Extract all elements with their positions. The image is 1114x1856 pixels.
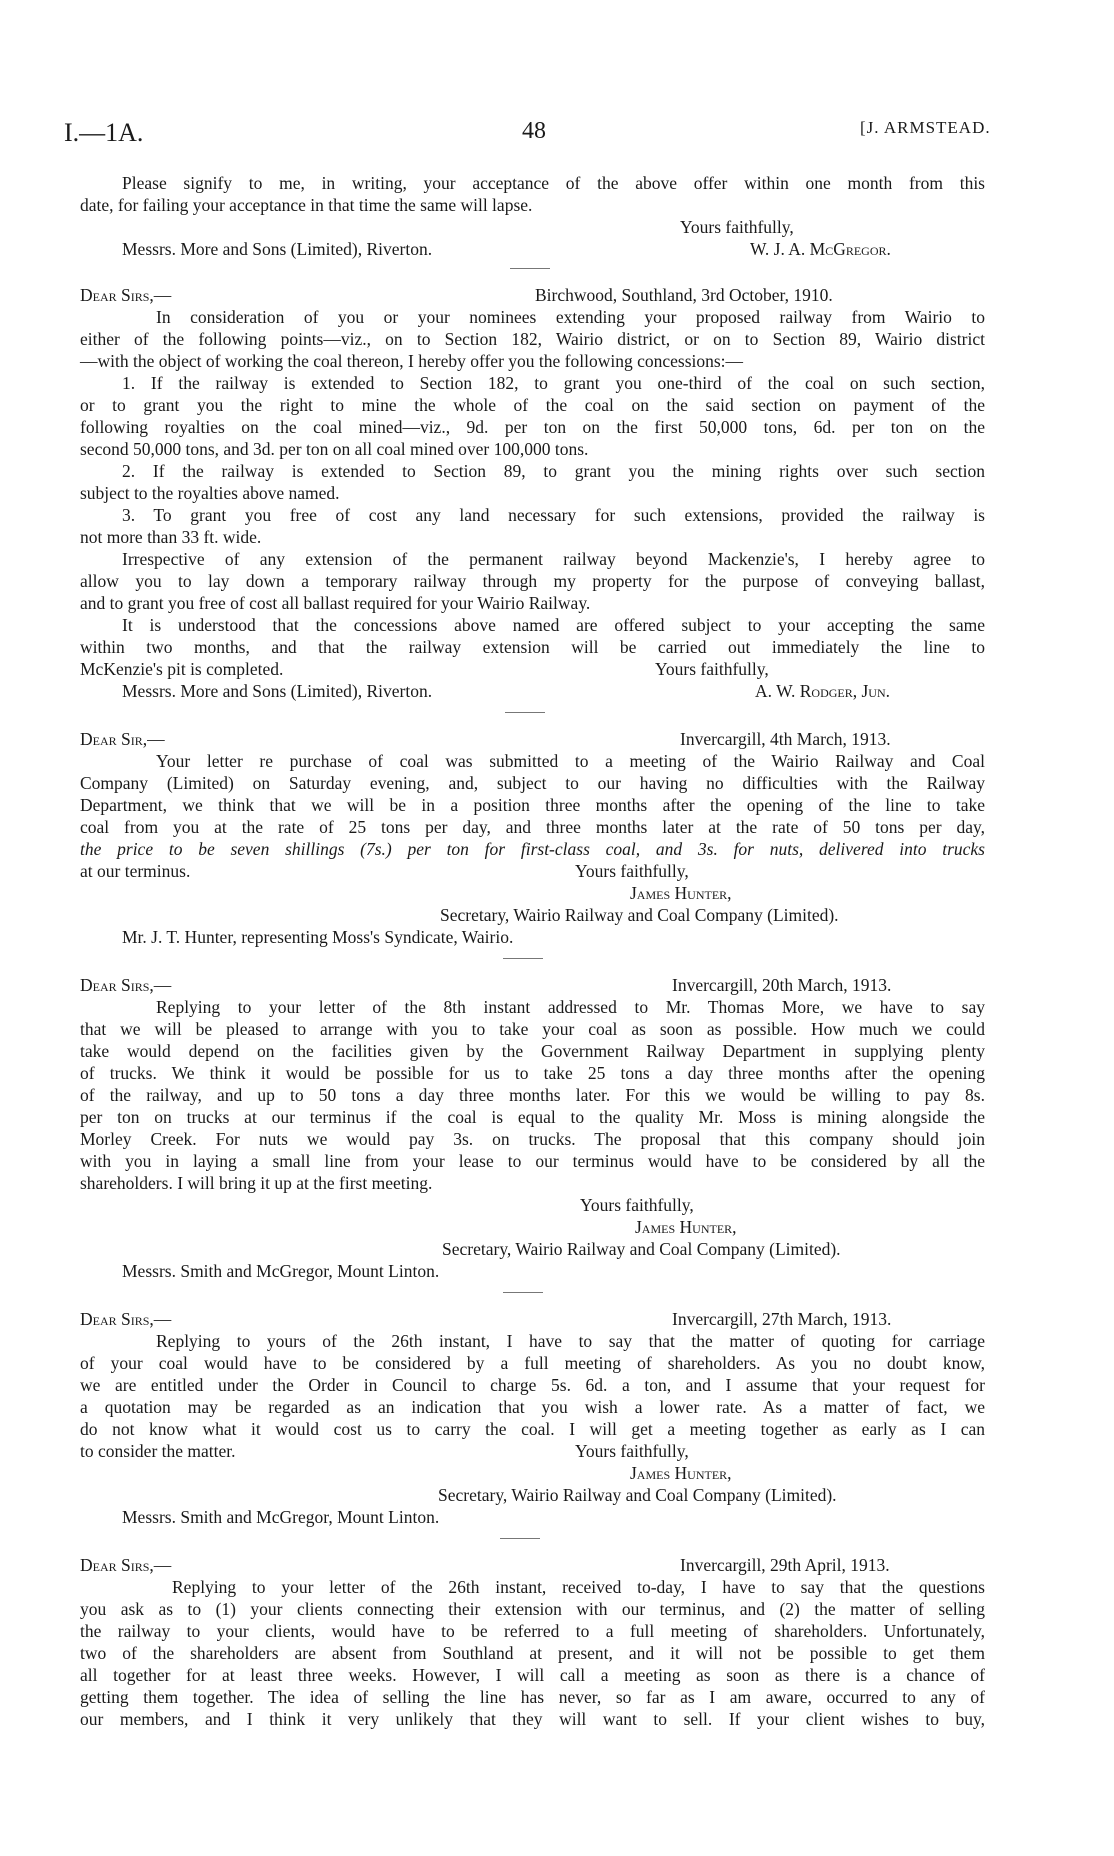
letter-3-line: Company (Limited) on Saturday evening, and, subject to our having no difficulties with the Railway xyxy=(80,773,985,793)
letter-6-line: two of the shareholders are absent from Southland at present, and it will not be possible to get them xyxy=(80,1643,985,1663)
letter-5-place-date: Invercargill, 27th March, 1913. xyxy=(672,1309,892,1329)
letter-5-line: Replying to yours of the 26th instant, I have to say that the matter of quoting for carriage xyxy=(156,1331,985,1351)
letter-4-line: with you in laying a small line from your lease to our terminus would have to be considered by all the xyxy=(80,1151,985,1171)
letter-3-line: Department, we think that we will be in a position three months after the opening of the line to take xyxy=(80,795,985,815)
letter-6-line: the railway to your clients, would have to be referred to a full meeting of shareholders. Unfortunately, xyxy=(80,1621,985,1641)
letter-4-line: of the railway, and up to 50 tons a day three months later. For this we would be willing to pay 8s. xyxy=(80,1085,985,1105)
letter-4-line: per ton on trucks at our terminus if the coal is equal to the quality Mr. Moss is mining alongside the xyxy=(80,1107,985,1127)
letter-4-place-date: Invercargill, 20th March, 1913. xyxy=(672,975,892,995)
letter-6-salutation: Dear Sirs,— xyxy=(80,1555,172,1575)
letter-3-line: coal from you at the rate of 25 tons per day, and three months later at the rate of 50 tons per day, xyxy=(80,817,985,837)
letter-5-line: do not know what it would cost us to carry the coal. I will get a meeting together as early as I can xyxy=(80,1419,985,1439)
letter-2-line: not more than 33 ft. wide. xyxy=(80,527,262,547)
letter-3-line: Your letter re purchase of coal was submitted to a meeting of the Wairio Railway and Coal xyxy=(156,751,985,771)
letter-6-line: Replying to your letter of the 26th instant, received to-day, I have to say that the questions xyxy=(172,1577,985,1597)
divider xyxy=(500,1538,540,1539)
letter-5-closing: Yours faithfully, xyxy=(575,1441,689,1461)
letter-4-closing: Yours faithfully, xyxy=(580,1195,694,1215)
letter-2-signatory: A. W. Rodger, Jun. xyxy=(755,681,891,701)
letter-2-line: —with the object of working the coal thereon, I hereby offer you the following concessions:— xyxy=(80,351,744,371)
letter-3-line: the price to be seven shillings (7s.) per ton for first-class coal, and 3s. for nuts, delivered into trucks xyxy=(80,839,985,859)
letter-5-line: to consider the matter. xyxy=(80,1441,236,1461)
letter-6-place-date: Invercargill, 29th April, 1913. xyxy=(680,1555,890,1575)
letter-4-signatory: James Hunter, xyxy=(635,1217,737,1237)
letter-1-addressee: Messrs. More and Sons (Limited), Riverton. xyxy=(122,239,433,259)
divider xyxy=(510,268,550,269)
header-page-number: 48 xyxy=(522,118,546,144)
divider xyxy=(503,958,543,959)
letter-5-title: Secretary, Wairio Railway and Coal Company (Limited). xyxy=(438,1485,837,1505)
letter-2-line: and to grant you free of cost all ballast required for your Wairio Railway. xyxy=(80,593,591,613)
letter-1-line: Please signify to me, in writing, your acceptance of the above offer within one month from this xyxy=(122,173,985,193)
letter-2-line: subject to the royalties above named. xyxy=(80,483,340,503)
letter-4-line: Replying to your letter of the 8th instant addressed to Mr. Thomas More, we have to say xyxy=(156,997,985,1017)
letter-5-addressee: Messrs. Smith and McGregor, Mount Linton. xyxy=(122,1507,440,1527)
letter-2-place-date: Birchwood, Southland, 3rd October, 1910. xyxy=(535,285,833,305)
letter-2-line: 1. If the railway is extended to Section 182, to grant you one-third of the coal on such section, xyxy=(122,373,985,393)
letter-5-salutation: Dear Sirs,— xyxy=(80,1309,172,1329)
letter-2-line: In consideration of you or your nominees extending your proposed railway from Wairio to xyxy=(156,307,985,327)
header-witness-name: [J. ARMSTEAD. xyxy=(860,118,991,137)
letter-2-line: Irrespective of any extension of the permanent railway beyond Mackenzie's, I hereby agree to xyxy=(122,549,985,569)
letter-2-line: within two months, and that the railway extension will be carried out immediately the line to xyxy=(80,637,985,657)
letter-3-addressee: Mr. J. T. Hunter, representing Moss's Syndicate, Wairio. xyxy=(122,927,514,947)
letter-3-salutation: Dear Sir,— xyxy=(80,729,165,749)
letter-4-line: take would depend on the facilities given by the Government Railway Department in supplying plenty xyxy=(80,1041,985,1061)
divider xyxy=(503,1292,543,1293)
letter-1-line: date, for failing your acceptance in that time the same will lapse. xyxy=(80,195,533,215)
letter-6-line: all together for at least three weeks. However, I will call a meeting as soon as there is a chance of xyxy=(80,1665,985,1685)
letter-4-line: shareholders. I will bring it up at the first meeting. xyxy=(80,1173,433,1193)
letter-6-line: our members, and I think it very unlikely that they will want to sell. If your client wishes to buy, xyxy=(80,1709,985,1729)
letter-4-line: of trucks. We think it would be possible for us to take 25 tons a day three months after the opening xyxy=(80,1063,985,1083)
letter-2-salutation: Dear Sirs,— xyxy=(80,285,172,305)
letter-2-closing: Yours faithfully, xyxy=(655,659,769,679)
letter-4-addressee: Messrs. Smith and McGregor, Mount Linton. xyxy=(122,1261,440,1281)
letter-5-line: we are entitled under the Order in Council to charge 5s. 6d. a ton, and I assume that your request for xyxy=(80,1375,985,1395)
letter-4-line: that we will be pleased to arrange with you to take your coal as soon as possible. How much we could xyxy=(80,1019,985,1039)
letter-3-title: Secretary, Wairio Railway and Coal Company (Limited). xyxy=(440,905,839,925)
letter-2-line: or to grant you the right to mine the whole of the coal on the said section on payment of the xyxy=(80,395,985,415)
letter-2-line: following royalties on the coal mined—viz., 9d. per ton on the first 50,000 tons, 6d. per ton on the xyxy=(80,417,985,437)
letter-5-line: a quotation may be regarded as an indication that you wish a lower rate. As a matter of fact, we xyxy=(80,1397,985,1417)
letter-2-line: 2. If the railway is extended to Section 89, to grant you the mining rights over such section xyxy=(122,461,985,481)
letter-1-signatory: W. J. A. McGregor. xyxy=(750,239,891,259)
letter-5-signatory: James Hunter, xyxy=(630,1463,732,1483)
letter-3-closing: Yours faithfully, xyxy=(575,861,689,881)
letter-4-line: Morley Creek. For nuts we would pay 3s. on trucks. The proposal that this company should join xyxy=(80,1129,985,1149)
divider xyxy=(505,712,545,713)
letter-3-signatory: James Hunter, xyxy=(630,883,732,903)
letter-5-line: of your coal would have to be considered by a full meeting of shareholders. As you no doubt know, xyxy=(80,1353,985,1373)
letter-4-salutation: Dear Sirs,— xyxy=(80,975,172,995)
letter-2-line: allow you to lay down a temporary railway through my property for the purpose of conveying ballast, xyxy=(80,571,985,591)
letter-2-line: McKenzie's pit is completed. xyxy=(80,659,284,679)
letter-2-addressee: Messrs. More and Sons (Limited), Riverton. xyxy=(122,681,433,701)
letter-2-line: It is understood that the concessions above named are offered subject to your accepting the same xyxy=(122,615,985,635)
letter-1-closing: Yours faithfully, xyxy=(680,217,794,237)
letter-6-line: you ask as to (1) your clients connecting their extension with our terminus, and (2) the matter of selling xyxy=(80,1599,985,1619)
letter-2-line: second 50,000 tons, and 3d. per ton on all coal mined over 100,000 tons. xyxy=(80,439,589,459)
letter-3-place-date: Invercargill, 4th March, 1913. xyxy=(680,729,891,749)
letter-4-title: Secretary, Wairio Railway and Coal Company (Limited). xyxy=(442,1239,841,1259)
letter-3-line: at our terminus. xyxy=(80,861,191,881)
letter-6-line: getting them together. The idea of selling the line has never, so far as I am aware, occurred to any of xyxy=(80,1687,985,1707)
header-paper-number: I.—1A. xyxy=(64,118,144,147)
letter-2-line: either of the following points—viz., on to Section 182, Wairio district, or on to Section 89, Wairio district xyxy=(80,329,985,349)
letter-2-line: 3. To grant you free of cost any land necessary for such extensions, provided the railway is xyxy=(122,505,985,525)
